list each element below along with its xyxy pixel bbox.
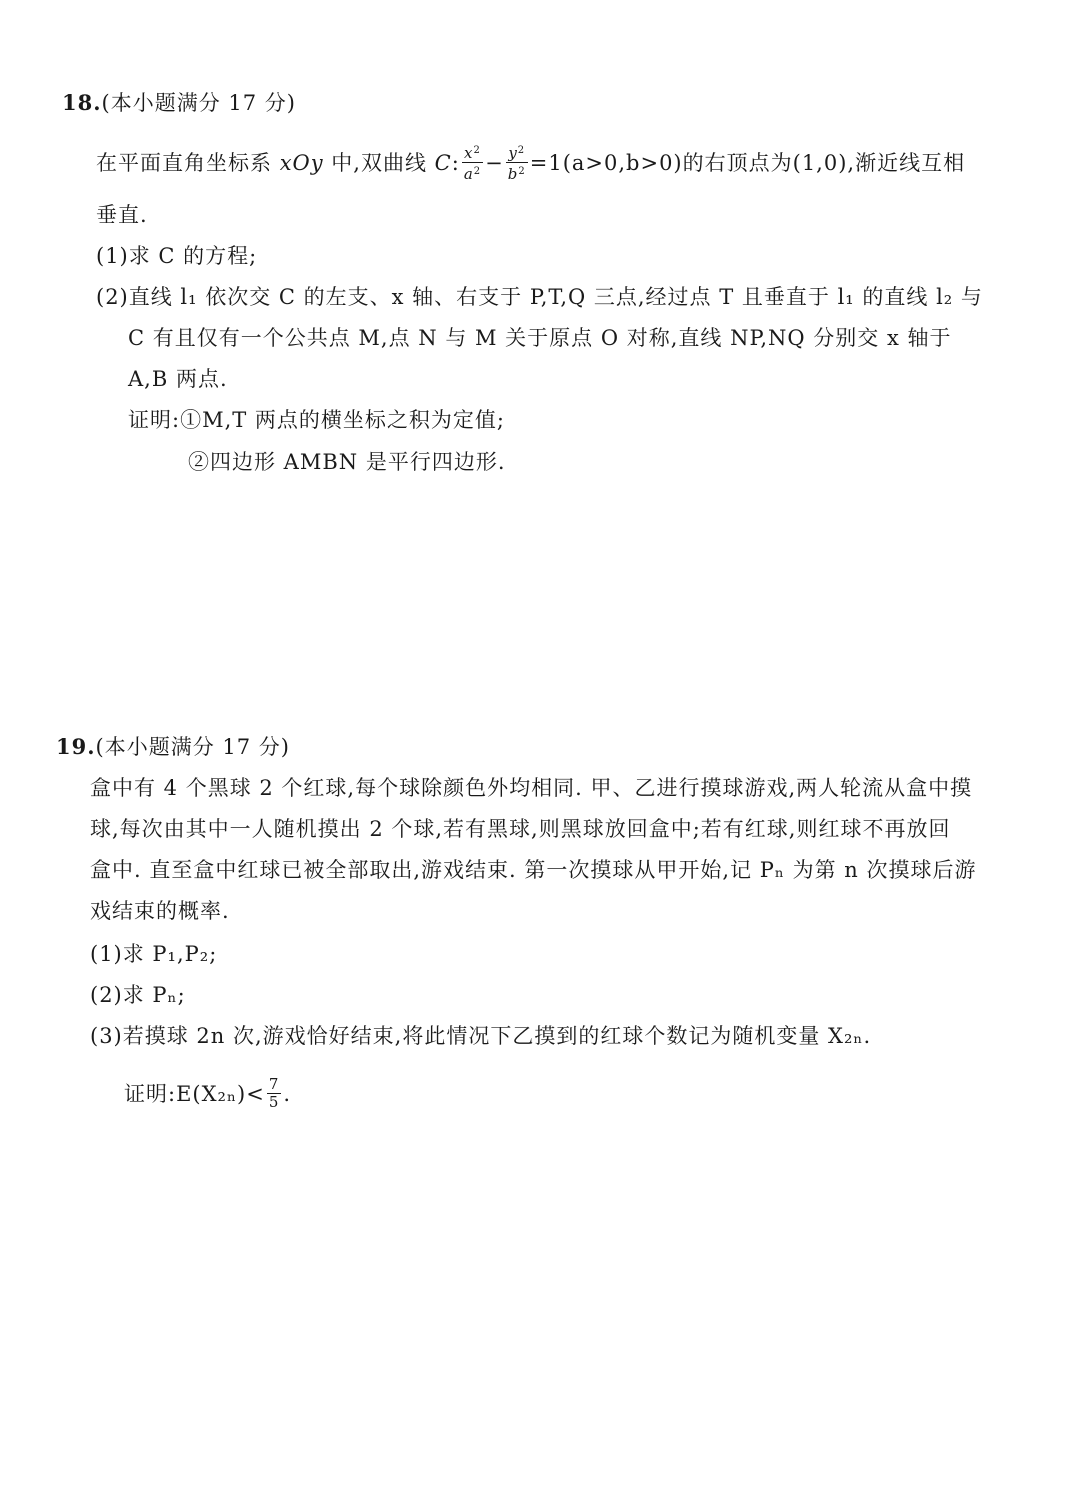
- q19-heading: [56, 732, 290, 762]
- frac-x-den: a: [463, 165, 474, 183]
- q19-stem-line-4: 戏结束的概率.: [90, 899, 230, 923]
- sq-sup: 2: [473, 166, 482, 177]
- q18-fraction-x: [462, 142, 483, 183]
- q18-heading: [62, 88, 296, 118]
- q18-proof-1: 证明:①M,T 两点的横坐标之积为定值;: [128, 408, 506, 432]
- q18-stem-text-a: 在平面直角坐标系: [96, 151, 280, 175]
- q19-proof-text: 证明:E(X₂ₙ)<: [124, 1082, 265, 1106]
- q19-part-1: (1)求 P₁,P₂;: [90, 942, 218, 966]
- q19-proof-fraction: [267, 1076, 282, 1111]
- q18-part-2-line-1: (2)直线 l₁ 依次交 C 的左支、x 轴、右支于 P,T,Q 三点,经过点 T 且垂直于 l₁ 的直线 l₂ 与: [96, 285, 983, 309]
- q18-part-2-line-2: C 有且仅有一个公共点 M,点 N 与 M 关于原点 O 对称,直线 NP,NQ 分别交 x 轴于: [128, 326, 952, 350]
- q18-stem-line-2: 垂直.: [96, 203, 148, 227]
- q19-stem-line-1: 盒中有 4 个黑球 2 个红球,每个球除颜色外均相同. 甲、乙进行摸球游戏,两人轮流从盒中摸: [90, 776, 973, 800]
- q18-number: 18.: [62, 90, 102, 115]
- frac-x-num: x: [464, 144, 474, 162]
- q18-stem-line-1: [96, 144, 965, 185]
- frac-y-den: b: [507, 165, 519, 183]
- q19-part-3: (3)若摸球 2n 次,游戏恰好结束,将此情况下乙摸到的红球个数记为随机变量 X₂ₙ.: [90, 1024, 872, 1048]
- q18-part-1: (1)求 C 的方程;: [96, 244, 258, 268]
- q19-proof-period: .: [283, 1082, 292, 1106]
- sq-sup: 2: [473, 145, 481, 156]
- q18-stem-text-c: =1(a>0,b>0)的右顶点为(1,0),渐近线互相: [529, 151, 966, 175]
- q19-frac-num: 7: [268, 1075, 280, 1093]
- q19-frac-den: 5: [268, 1093, 280, 1111]
- q18-curve-name: C: [434, 151, 452, 175]
- sq-sup: 2: [517, 145, 526, 156]
- q18-fraction-y: [506, 142, 528, 183]
- q18-minus: −: [485, 151, 504, 175]
- q19-header: (本小题满分 17 分): [95, 735, 291, 759]
- q18-proof-2: ②四边形 AMBN 是平行四边形.: [188, 450, 506, 474]
- q19-part-2: (2)求 Pₙ;: [90, 983, 186, 1007]
- sq-sup: 2: [518, 166, 526, 177]
- q18-header: (本小题满分 17 分): [101, 91, 297, 115]
- q18-colon: :: [451, 151, 460, 175]
- q19-stem-line-3: 盒中. 直至盒中红球已被全部取出,游戏结束. 第一次摸球从甲开始,记 Pₙ 为第 n 次摸球后游: [90, 858, 977, 882]
- q18-xoy: xOy: [279, 151, 324, 175]
- q18-stem-text-b: 中,双曲线: [323, 151, 435, 175]
- q19-stem-line-2: 球,每次由其中一人随机摸出 2 个球,若有黑球,则黑球放回盒中;若有红球,则红球不再放回: [90, 817, 951, 841]
- q19-proof: [124, 1075, 292, 1113]
- q19-number: 19.: [56, 734, 96, 759]
- q18-part-2-line-3: A,B 两点.: [128, 367, 228, 391]
- frac-y-num: y: [508, 144, 518, 162]
